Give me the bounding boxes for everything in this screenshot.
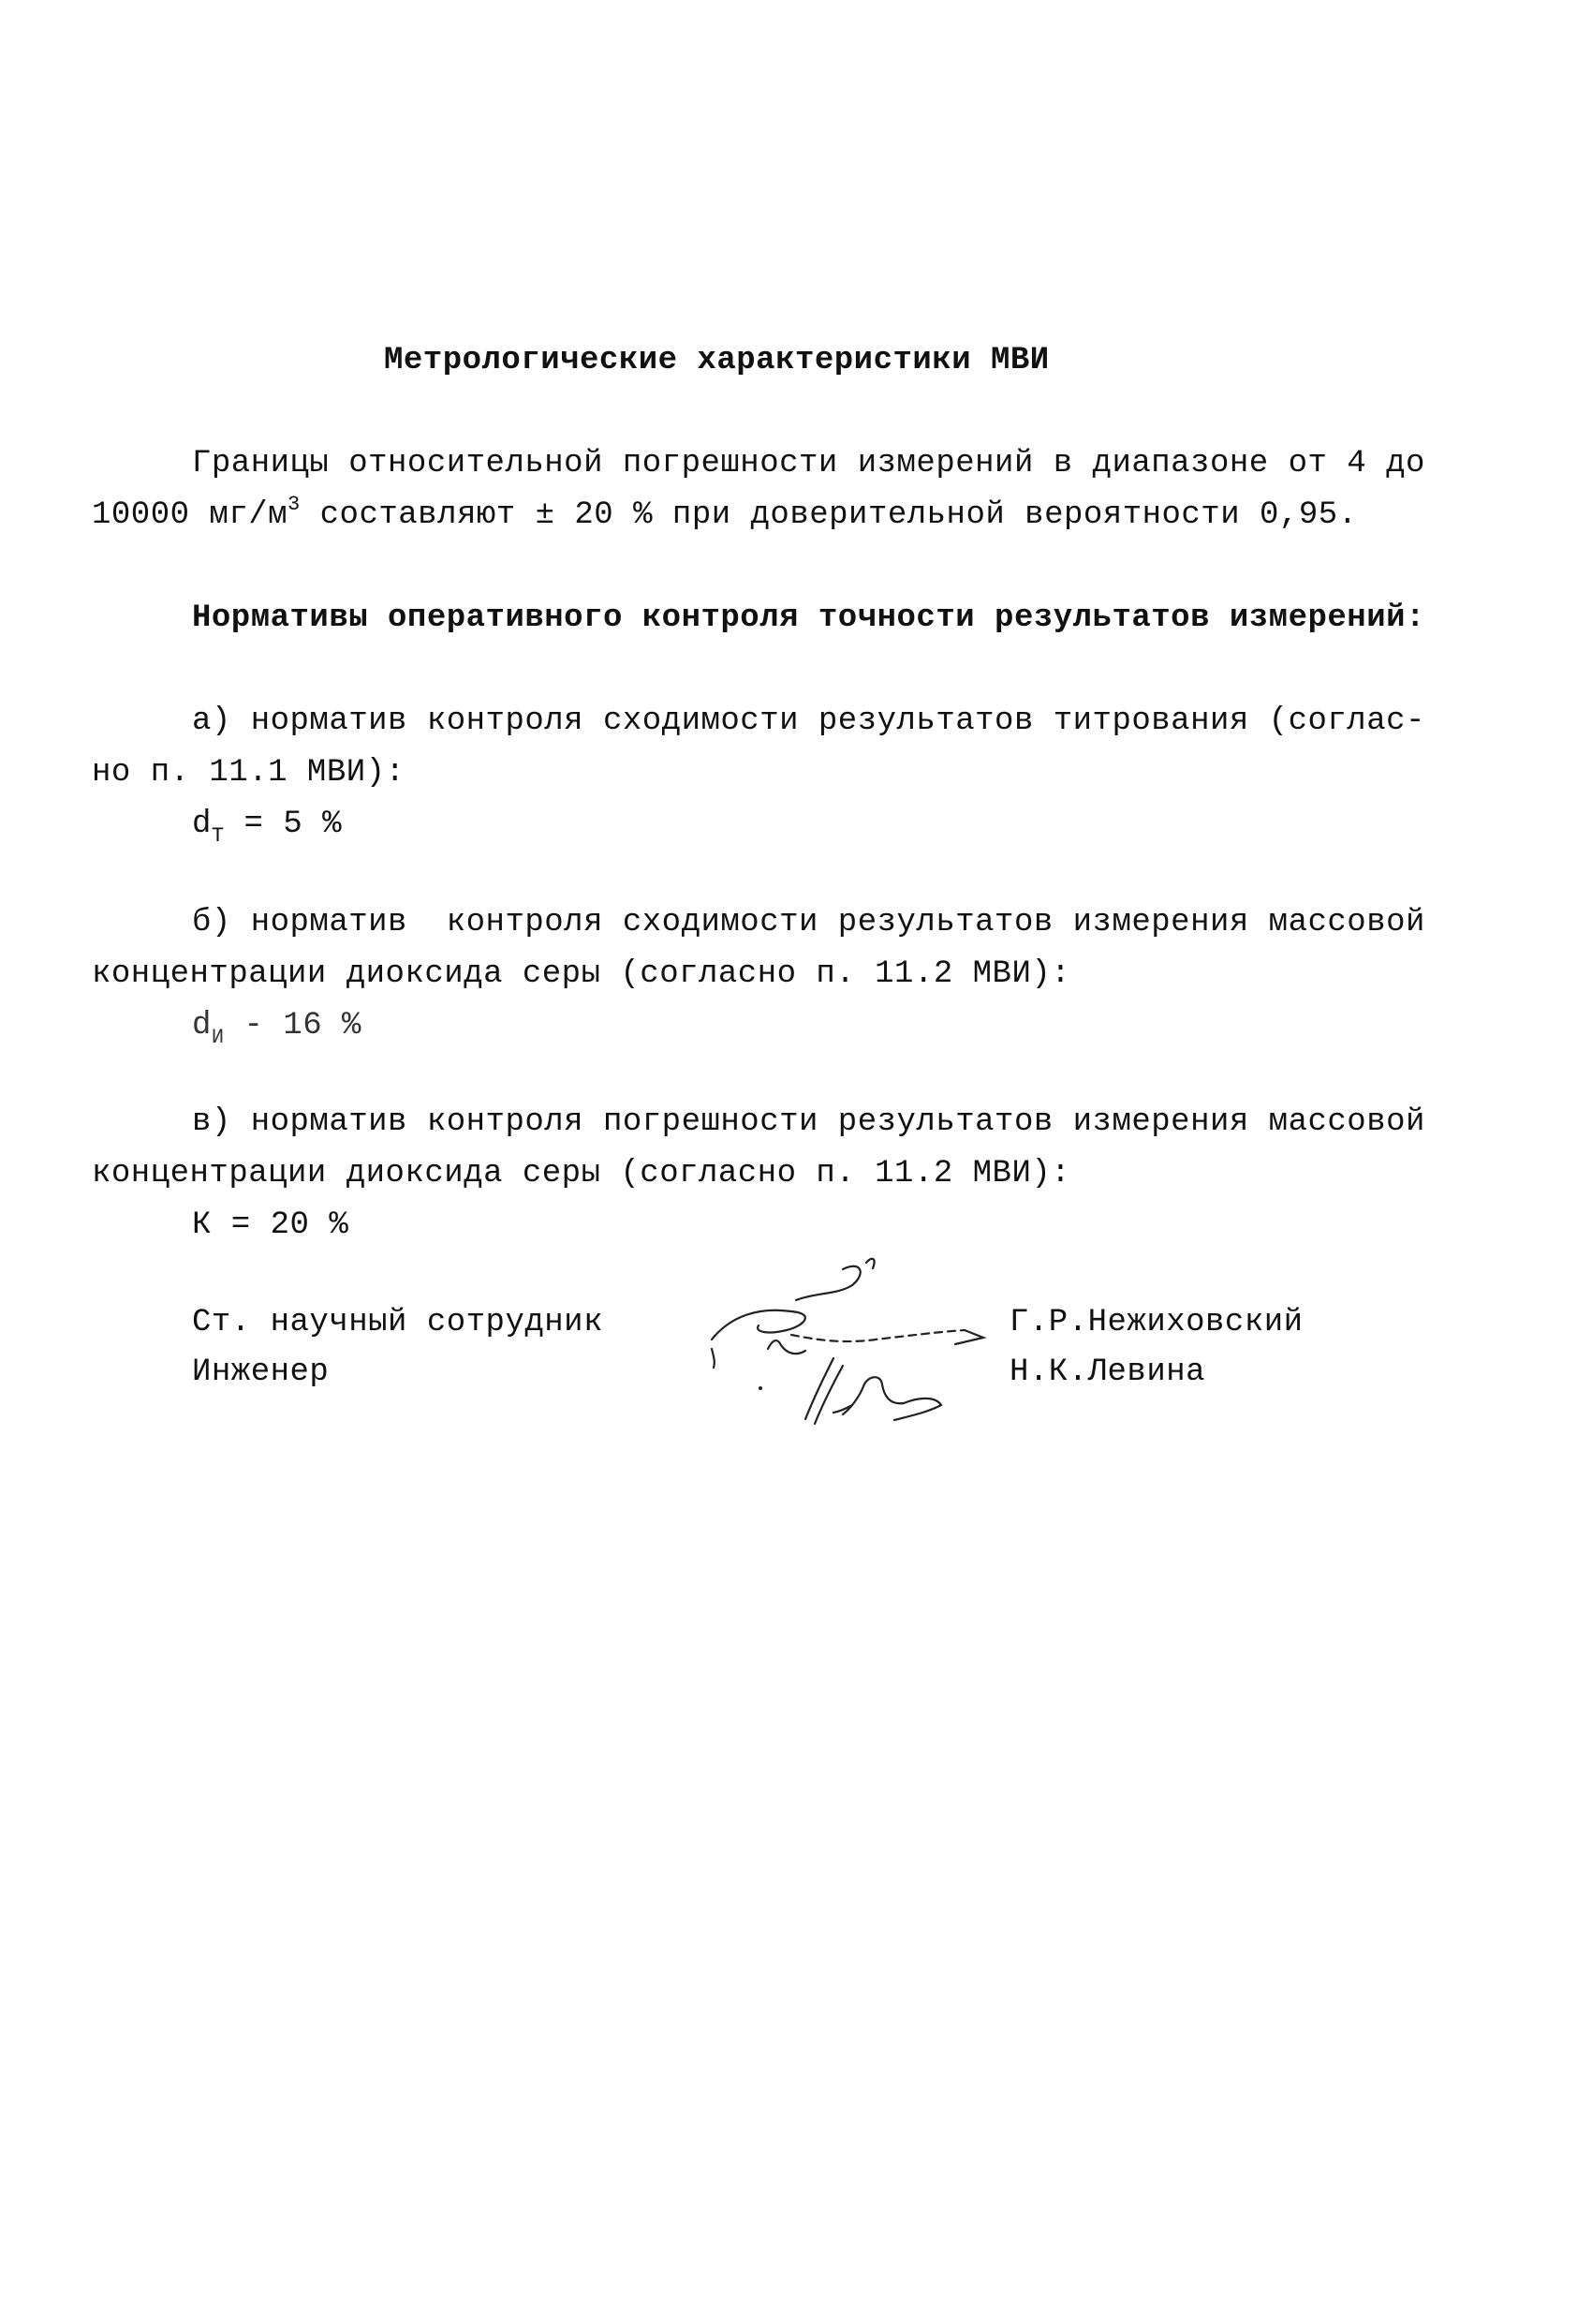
formula-subscript: И	[211, 1026, 225, 1049]
intro-line-2	[92, 493, 1358, 537]
formula-variable: d	[192, 807, 212, 842]
signatory-position: Ст. научный сотрудник	[192, 1305, 603, 1340]
item-a-line-2: но п. 11.1 МВИ):	[92, 755, 405, 791]
standards-heading: Нормативы оперативного контроля точности результатов измерений:	[192, 600, 1425, 636]
handwritten-signatures	[702, 1246, 1021, 1461]
formula-value: = 5 %	[224, 807, 343, 842]
item-b-line-1: б) норматив контроля сходимости результатов измерения массовой	[192, 905, 1425, 940]
intro-range: 10000 мг/м	[92, 497, 288, 533]
formula-variable: d	[192, 1008, 212, 1044]
item-c-line-1: в) норматив контроля погрешности результатов измерения массовой	[192, 1104, 1425, 1140]
signatory-position: Инженер	[192, 1354, 330, 1390]
intro-accuracy: составляют ± 20 % при доверительной вероятности 0,95.	[300, 497, 1358, 533]
formula-value: - 16 %	[224, 1008, 361, 1044]
item-b-formula	[192, 1007, 361, 1047]
signatory-name: Г.Р.Нежиховский	[1010, 1305, 1304, 1340]
item-b-line-2: концентрации диоксида серы (согласно п. 11.2 МВИ):	[92, 956, 1071, 992]
item-c-formula: К = 20 %	[192, 1207, 349, 1243]
signatory-name: Н.К.Левина	[1010, 1354, 1206, 1390]
item-a-line-1: а) норматив контроля сходимости результатов титрования (соглас-	[192, 703, 1425, 739]
item-a-formula	[192, 806, 342, 846]
item-c-line-2: концентрации диоксида серы (согласно п. 11.2 МВИ):	[92, 1156, 1071, 1192]
formula-subscript: Т	[211, 824, 225, 848]
document-title: Метрологические характеристики МВИ	[384, 343, 1050, 378]
intro-superscript: 3	[287, 493, 301, 516]
intro-line-1: Границы относительной погрешности измерений в диапазоне от 4 до	[192, 446, 1425, 481]
